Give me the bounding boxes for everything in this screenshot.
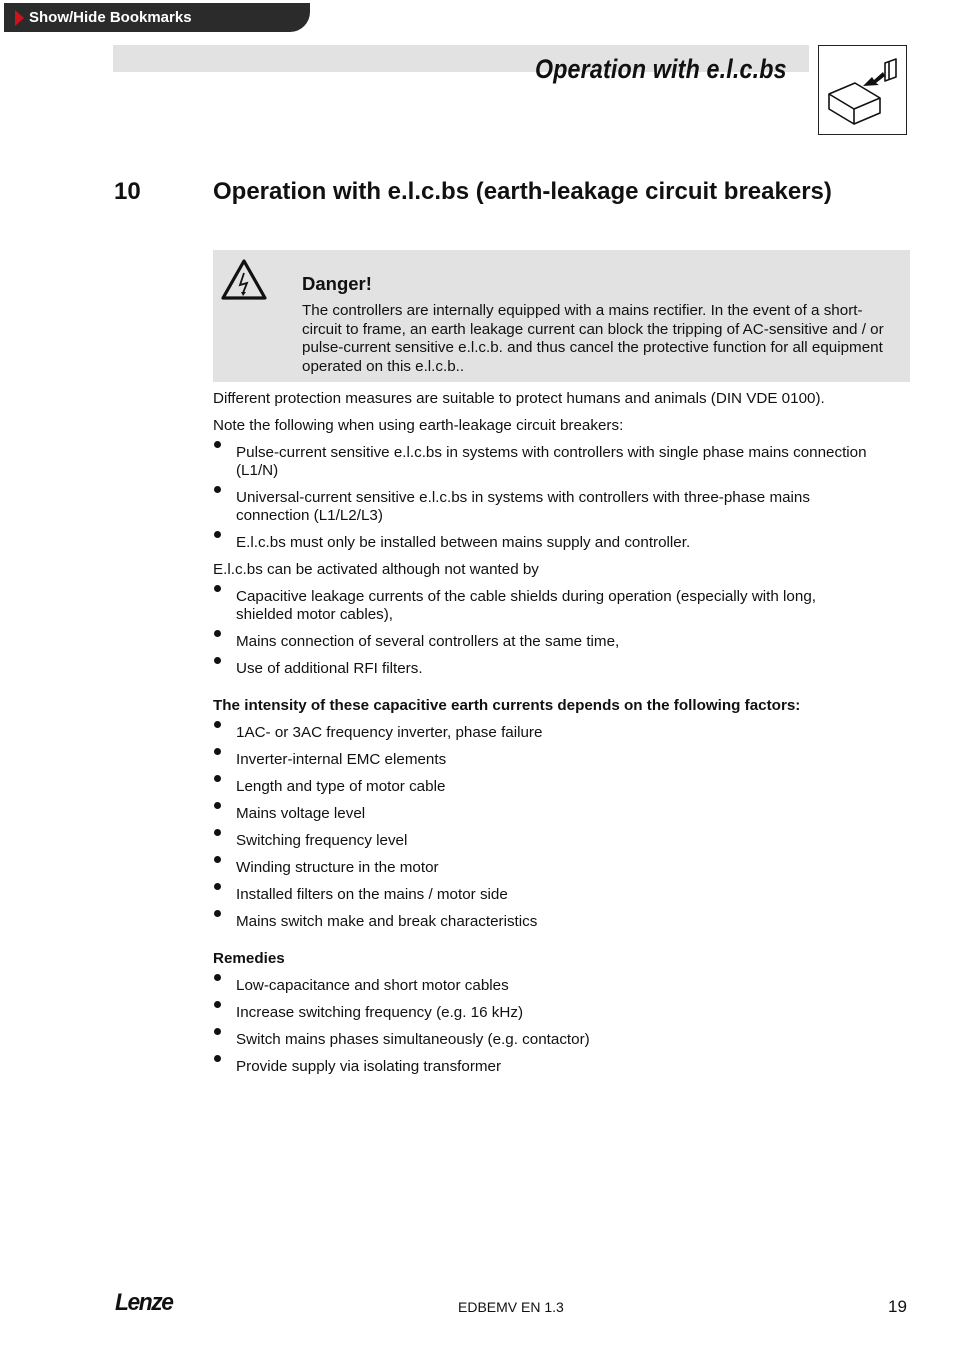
show-hide-bookmarks-button[interactable] [4, 3, 310, 32]
list-item: Switching frequency level [213, 823, 873, 850]
list-item: Capacitive leakage currents of the cable shields during operation (especially with long, shielded motor cables), [213, 579, 873, 624]
list-item: Pulse-current sensitive e.l.c.bs in systems with controllers with single phase mains connection (L1/N) [213, 435, 873, 480]
lenze-logo: Lenze [115, 1289, 173, 1316]
list-item: E.l.c.bs must only be installed between mains supply and controller. [213, 525, 873, 552]
list-item: Increase switching frequency (e.g. 16 kHz) [213, 995, 873, 1022]
list-item: Length and type of motor cable [213, 769, 873, 796]
list-item: Inverter-internal EMC elements [213, 742, 873, 769]
remedies-heading: Remedies [213, 950, 285, 967]
paragraph: E.l.c.bs can be activated although not wanted by [213, 561, 539, 578]
paragraph: Note the following when using earth-leakage circuit breakers: [213, 417, 624, 434]
page-header-title: Operation with e.l.c.bs [535, 54, 787, 84]
danger-title: Danger! [302, 273, 372, 294]
danger-box [213, 250, 910, 382]
module-insert-icon [818, 45, 907, 135]
list-item: Mains voltage level [213, 796, 873, 823]
document-code: EDBEMV EN 1.3 [458, 1299, 564, 1315]
list-item: Provide supply via isolating transformer [213, 1049, 873, 1076]
list-item: Winding structure in the motor [213, 850, 873, 877]
section-title: Operation with e.l.c.bs (earth-leakage circuit breakers) [213, 178, 832, 205]
list-item: Low-capacitance and short motor cables [213, 968, 873, 995]
show-hide-bookmarks-label: Show/Hide Bookmarks [29, 9, 192, 26]
list-item: Universal-current sensitive e.l.c.bs in systems with controllers with three-phase mains connection (L1/L2/L3) [213, 480, 873, 525]
list-item: Mains switch make and break characteristics [213, 904, 873, 931]
list-item: 1AC- or 3AC frequency inverter, phase failure [213, 715, 873, 742]
list-item: Use of additional RFI filters. [213, 651, 873, 678]
factors-heading: The intensity of these capacitive earth currents depends on the following factors: [213, 697, 801, 714]
page-number: 19 [888, 1297, 907, 1316]
main-content [213, 390, 873, 1076]
list-item: Switch mains phases simultaneously (e.g. contactor) [213, 1022, 873, 1049]
section-number: 10 [114, 178, 141, 205]
paragraph: Different protection measures are suitable to protect humans and animals (DIN VDE 0100). [213, 390, 825, 407]
list-item: Installed filters on the mains / motor side [213, 877, 873, 904]
high-voltage-warning-icon [220, 258, 268, 301]
danger-text: The controllers are internally equipped with a mains rectifier. In the event of a short-circuit to frame, an earth leakage current can block the tripping of AC-sensitive and / or pulse-current sensitive e.l.c.b. and thus cancel the protective function for all equipment operated on this e.l.c.b.. [302, 302, 884, 375]
list-item: Mains connection of several controllers at the same time, [213, 624, 873, 651]
arrow-right-icon [15, 10, 24, 26]
